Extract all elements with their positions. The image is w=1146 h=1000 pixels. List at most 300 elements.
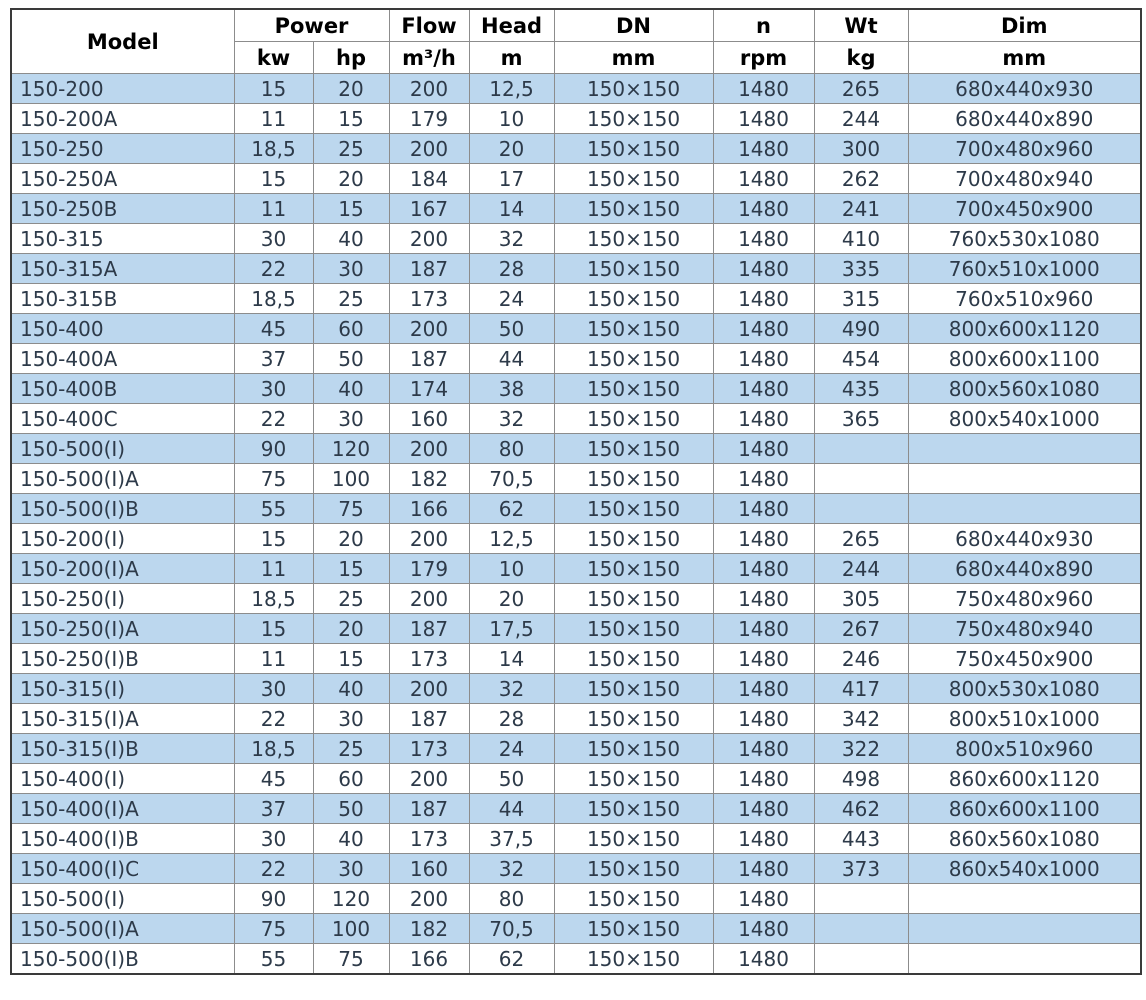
table-row	[11, 764, 1141, 794]
cell-flow: 200	[389, 224, 469, 254]
cell-power-kw: 45	[234, 314, 313, 344]
cell-model: 150-200A	[11, 104, 234, 134]
cell-dim: 800x600x1100	[908, 344, 1141, 374]
pump-spec-table-container	[10, 8, 1142, 975]
cell-model: 150-400	[11, 314, 234, 344]
cell-power-hp: 120	[313, 884, 389, 914]
cell-power-hp: 30	[313, 404, 389, 434]
cell-flow: 187	[389, 254, 469, 284]
cell-n: 1480	[713, 194, 814, 224]
cell-head: 32	[469, 674, 554, 704]
table-row	[11, 584, 1141, 614]
cell-dim: 700x480x960	[908, 134, 1141, 164]
cell-wt: 454	[814, 344, 908, 374]
cell-n: 1480	[713, 674, 814, 704]
cell-power-hp: 50	[313, 344, 389, 374]
cell-dn: 150×150	[554, 704, 713, 734]
cell-power-kw: 15	[234, 164, 313, 194]
cell-dim: 680x440x930	[908, 74, 1141, 104]
cell-power-kw: 75	[234, 464, 313, 494]
cell-power-hp: 25	[313, 734, 389, 764]
cell-wt: 410	[814, 224, 908, 254]
cell-wt	[814, 434, 908, 464]
cell-n: 1480	[713, 374, 814, 404]
cell-model: 150-315(I)A	[11, 704, 234, 734]
cell-power-hp: 25	[313, 134, 389, 164]
cell-head: 17	[469, 164, 554, 194]
cell-wt: 265	[814, 74, 908, 104]
cell-head: 32	[469, 404, 554, 434]
cell-dn: 150×150	[554, 644, 713, 674]
col-unit-dn: mm	[554, 42, 713, 74]
col-unit-kw: kw	[234, 42, 313, 74]
cell-head: 14	[469, 644, 554, 674]
col-unit-hp: hp	[313, 42, 389, 74]
cell-power-kw: 11	[234, 194, 313, 224]
cell-wt: 246	[814, 644, 908, 674]
cell-power-kw: 18,5	[234, 584, 313, 614]
cell-head: 50	[469, 314, 554, 344]
cell-head: 10	[469, 554, 554, 584]
col-unit-n: rpm	[713, 42, 814, 74]
cell-head: 62	[469, 494, 554, 524]
cell-power-kw: 18,5	[234, 284, 313, 314]
cell-wt: 498	[814, 764, 908, 794]
cell-n: 1480	[713, 944, 814, 975]
cell-power-kw: 30	[234, 224, 313, 254]
col-unit-dim: mm	[908, 42, 1141, 74]
cell-dim	[908, 434, 1141, 464]
table-row	[11, 404, 1141, 434]
cell-power-kw: 22	[234, 854, 313, 884]
col-header-flow: Flow	[389, 9, 469, 42]
table-row	[11, 734, 1141, 764]
cell-n: 1480	[713, 254, 814, 284]
cell-n: 1480	[713, 134, 814, 164]
cell-head: 14	[469, 194, 554, 224]
cell-power-hp: 50	[313, 794, 389, 824]
header-row-labels	[11, 9, 1141, 42]
cell-head: 32	[469, 854, 554, 884]
cell-power-kw: 11	[234, 554, 313, 584]
cell-model: 150-400A	[11, 344, 234, 374]
cell-flow: 166	[389, 944, 469, 975]
cell-power-kw: 15	[234, 74, 313, 104]
cell-power-hp: 25	[313, 584, 389, 614]
cell-wt: 265	[814, 524, 908, 554]
cell-dn: 150×150	[554, 824, 713, 854]
table-row	[11, 614, 1141, 644]
cell-flow: 187	[389, 794, 469, 824]
cell-flow: 167	[389, 194, 469, 224]
cell-n: 1480	[713, 794, 814, 824]
cell-dim	[908, 464, 1141, 494]
cell-dim: 700x450x900	[908, 194, 1141, 224]
table-row	[11, 854, 1141, 884]
cell-head: 24	[469, 284, 554, 314]
cell-dn: 150×150	[554, 134, 713, 164]
cell-model: 150-200(I)A	[11, 554, 234, 584]
cell-model: 150-500(I)A	[11, 464, 234, 494]
cell-flow: 160	[389, 854, 469, 884]
cell-power-hp: 20	[313, 164, 389, 194]
pump-spec-table	[10, 8, 1142, 975]
cell-dn: 150×150	[554, 224, 713, 254]
cell-dim: 760x510x1000	[908, 254, 1141, 284]
cell-dn: 150×150	[554, 524, 713, 554]
cell-wt: 373	[814, 854, 908, 884]
cell-dn: 150×150	[554, 464, 713, 494]
cell-model: 150-500(I)	[11, 884, 234, 914]
cell-power-kw: 22	[234, 404, 313, 434]
cell-dn: 150×150	[554, 164, 713, 194]
cell-wt: 417	[814, 674, 908, 704]
table-row	[11, 224, 1141, 254]
cell-dim: 680x440x930	[908, 524, 1141, 554]
cell-power-hp: 100	[313, 914, 389, 944]
cell-dn: 150×150	[554, 884, 713, 914]
col-header-dim: Dim	[908, 9, 1141, 42]
cell-dim	[908, 884, 1141, 914]
cell-flow: 200	[389, 74, 469, 104]
cell-power-hp: 30	[313, 704, 389, 734]
cell-power-hp: 60	[313, 764, 389, 794]
cell-power-hp: 40	[313, 224, 389, 254]
table-row	[11, 944, 1141, 975]
cell-power-hp: 40	[313, 674, 389, 704]
cell-wt: 462	[814, 794, 908, 824]
cell-head: 70,5	[469, 914, 554, 944]
cell-power-hp: 30	[313, 254, 389, 284]
cell-power-kw: 30	[234, 374, 313, 404]
cell-power-hp: 15	[313, 554, 389, 584]
table-row	[11, 554, 1141, 584]
col-unit-flow: m³/h	[389, 42, 469, 74]
cell-flow: 179	[389, 104, 469, 134]
cell-wt: 342	[814, 704, 908, 734]
table-row	[11, 434, 1141, 464]
cell-dn: 150×150	[554, 674, 713, 704]
cell-flow: 187	[389, 344, 469, 374]
cell-dn: 150×150	[554, 194, 713, 224]
cell-head: 32	[469, 224, 554, 254]
cell-model: 150-500(I)	[11, 434, 234, 464]
cell-head: 50	[469, 764, 554, 794]
cell-dim	[908, 944, 1141, 975]
cell-dn: 150×150	[554, 944, 713, 975]
table-row	[11, 254, 1141, 284]
cell-flow: 173	[389, 644, 469, 674]
cell-power-kw: 15	[234, 614, 313, 644]
table-row	[11, 914, 1141, 944]
cell-n: 1480	[713, 824, 814, 854]
cell-flow: 174	[389, 374, 469, 404]
cell-dn: 150×150	[554, 344, 713, 374]
cell-model: 150-200(I)	[11, 524, 234, 554]
cell-head: 12,5	[469, 74, 554, 104]
cell-dim: 750x480x960	[908, 584, 1141, 614]
cell-power-hp: 100	[313, 464, 389, 494]
cell-wt	[814, 884, 908, 914]
table-row	[11, 284, 1141, 314]
cell-dn: 150×150	[554, 494, 713, 524]
table-row	[11, 314, 1141, 344]
cell-dn: 150×150	[554, 614, 713, 644]
cell-head: 12,5	[469, 524, 554, 554]
table-body	[11, 74, 1141, 975]
cell-wt: 267	[814, 614, 908, 644]
cell-flow: 200	[389, 134, 469, 164]
cell-wt: 435	[814, 374, 908, 404]
cell-model: 150-200	[11, 74, 234, 104]
cell-n: 1480	[713, 344, 814, 374]
cell-model: 150-400(I)B	[11, 824, 234, 854]
cell-power-kw: 55	[234, 494, 313, 524]
cell-power-hp: 75	[313, 944, 389, 975]
cell-dim: 700x480x940	[908, 164, 1141, 194]
cell-head: 80	[469, 884, 554, 914]
cell-dim: 860x600x1100	[908, 794, 1141, 824]
cell-power-kw: 22	[234, 254, 313, 284]
cell-power-hp: 15	[313, 644, 389, 674]
cell-power-kw: 45	[234, 764, 313, 794]
cell-dn: 150×150	[554, 74, 713, 104]
cell-dn: 150×150	[554, 254, 713, 284]
cell-wt: 244	[814, 554, 908, 584]
cell-wt: 315	[814, 284, 908, 314]
cell-power-kw: 11	[234, 104, 313, 134]
table-row	[11, 644, 1141, 674]
cell-power-kw: 75	[234, 914, 313, 944]
cell-flow: 200	[389, 434, 469, 464]
cell-head: 38	[469, 374, 554, 404]
cell-n: 1480	[713, 764, 814, 794]
cell-model: 150-315A	[11, 254, 234, 284]
cell-dim: 750x480x940	[908, 614, 1141, 644]
col-header-power: Power	[234, 9, 389, 42]
cell-wt: 244	[814, 104, 908, 134]
cell-flow: 200	[389, 524, 469, 554]
cell-power-kw: 90	[234, 434, 313, 464]
cell-n: 1480	[713, 464, 814, 494]
cell-power-kw: 37	[234, 344, 313, 374]
cell-n: 1480	[713, 614, 814, 644]
cell-head: 20	[469, 134, 554, 164]
cell-power-kw: 15	[234, 524, 313, 554]
cell-power-hp: 25	[313, 284, 389, 314]
cell-wt: 335	[814, 254, 908, 284]
cell-wt	[814, 494, 908, 524]
cell-wt	[814, 914, 908, 944]
table-row	[11, 704, 1141, 734]
cell-n: 1480	[713, 884, 814, 914]
cell-model: 150-250A	[11, 164, 234, 194]
cell-flow: 179	[389, 554, 469, 584]
cell-n: 1480	[713, 854, 814, 884]
cell-model: 150-315(I)	[11, 674, 234, 704]
cell-wt: 300	[814, 134, 908, 164]
cell-dn: 150×150	[554, 584, 713, 614]
cell-power-hp: 40	[313, 824, 389, 854]
table-row	[11, 104, 1141, 134]
cell-power-kw: 18,5	[234, 734, 313, 764]
cell-n: 1480	[713, 104, 814, 134]
cell-dn: 150×150	[554, 374, 713, 404]
cell-flow: 187	[389, 704, 469, 734]
cell-wt	[814, 944, 908, 975]
cell-wt: 241	[814, 194, 908, 224]
cell-power-kw: 11	[234, 644, 313, 674]
table-row	[11, 824, 1141, 854]
cell-n: 1480	[713, 314, 814, 344]
cell-dn: 150×150	[554, 734, 713, 764]
cell-dim: 800x540x1000	[908, 404, 1141, 434]
cell-dim: 860x600x1120	[908, 764, 1141, 794]
cell-model: 150-500(I)B	[11, 944, 234, 975]
cell-power-kw: 90	[234, 884, 313, 914]
cell-flow: 200	[389, 674, 469, 704]
table-row	[11, 374, 1141, 404]
cell-n: 1480	[713, 284, 814, 314]
cell-power-hp: 20	[313, 74, 389, 104]
cell-n: 1480	[713, 734, 814, 764]
cell-dim: 680x440x890	[908, 104, 1141, 134]
cell-head: 24	[469, 734, 554, 764]
cell-flow: 182	[389, 464, 469, 494]
cell-flow: 173	[389, 734, 469, 764]
col-header-dn: DN	[554, 9, 713, 42]
cell-model: 150-400B	[11, 374, 234, 404]
col-header-model: Model	[11, 9, 234, 74]
cell-wt: 305	[814, 584, 908, 614]
cell-flow: 160	[389, 404, 469, 434]
cell-wt: 490	[814, 314, 908, 344]
cell-dn: 150×150	[554, 854, 713, 884]
cell-dim: 800x530x1080	[908, 674, 1141, 704]
table-row	[11, 464, 1141, 494]
cell-n: 1480	[713, 554, 814, 584]
cell-power-hp: 40	[313, 374, 389, 404]
table-row	[11, 794, 1141, 824]
cell-power-kw: 37	[234, 794, 313, 824]
cell-head: 28	[469, 254, 554, 284]
cell-power-hp: 120	[313, 434, 389, 464]
cell-model: 150-500(I)B	[11, 494, 234, 524]
cell-n: 1480	[713, 914, 814, 944]
cell-dn: 150×150	[554, 764, 713, 794]
table-row	[11, 134, 1141, 164]
cell-dim: 750x450x900	[908, 644, 1141, 674]
cell-model: 150-400C	[11, 404, 234, 434]
cell-n: 1480	[713, 434, 814, 464]
col-unit-head: m	[469, 42, 554, 74]
cell-head: 17,5	[469, 614, 554, 644]
cell-model: 150-315	[11, 224, 234, 254]
cell-head: 44	[469, 794, 554, 824]
cell-flow: 173	[389, 824, 469, 854]
col-header-head: Head	[469, 9, 554, 42]
cell-dim: 760x530x1080	[908, 224, 1141, 254]
cell-dim: 800x600x1120	[908, 314, 1141, 344]
cell-model: 150-315B	[11, 284, 234, 314]
table-row	[11, 74, 1141, 104]
cell-flow: 200	[389, 584, 469, 614]
cell-flow: 184	[389, 164, 469, 194]
cell-power-hp: 20	[313, 614, 389, 644]
cell-head: 70,5	[469, 464, 554, 494]
cell-dim: 800x560x1080	[908, 374, 1141, 404]
cell-dim: 800x510x1000	[908, 704, 1141, 734]
cell-flow: 182	[389, 914, 469, 944]
cell-wt	[814, 464, 908, 494]
cell-model: 150-250(I)	[11, 584, 234, 614]
cell-head: 37,5	[469, 824, 554, 854]
cell-power-kw: 55	[234, 944, 313, 975]
col-header-n: n	[713, 9, 814, 42]
col-unit-wt: kg	[814, 42, 908, 74]
cell-dim: 760x510x960	[908, 284, 1141, 314]
table-row	[11, 164, 1141, 194]
cell-flow: 166	[389, 494, 469, 524]
cell-dn: 150×150	[554, 794, 713, 824]
cell-n: 1480	[713, 524, 814, 554]
cell-dim: 860x540x1000	[908, 854, 1141, 884]
cell-n: 1480	[713, 584, 814, 614]
cell-head: 62	[469, 944, 554, 975]
cell-dim: 800x510x960	[908, 734, 1141, 764]
table-row	[11, 494, 1141, 524]
cell-n: 1480	[713, 404, 814, 434]
cell-dn: 150×150	[554, 434, 713, 464]
cell-power-hp: 75	[313, 494, 389, 524]
cell-wt: 262	[814, 164, 908, 194]
cell-flow: 200	[389, 314, 469, 344]
cell-power-hp: 15	[313, 104, 389, 134]
cell-dim	[908, 494, 1141, 524]
cell-wt: 322	[814, 734, 908, 764]
cell-model: 150-400(I)	[11, 764, 234, 794]
cell-dn: 150×150	[554, 554, 713, 584]
cell-dim: 680x440x890	[908, 554, 1141, 584]
cell-head: 80	[469, 434, 554, 464]
cell-power-hp: 30	[313, 854, 389, 884]
cell-n: 1480	[713, 74, 814, 104]
cell-model: 150-400(I)A	[11, 794, 234, 824]
cell-n: 1480	[713, 494, 814, 524]
cell-model: 150-250	[11, 134, 234, 164]
table-row	[11, 884, 1141, 914]
cell-dim: 860x560x1080	[908, 824, 1141, 854]
cell-dn: 150×150	[554, 314, 713, 344]
cell-power-hp: 20	[313, 524, 389, 554]
table-row	[11, 194, 1141, 224]
cell-n: 1480	[713, 644, 814, 674]
cell-wt: 365	[814, 404, 908, 434]
cell-model: 150-250(I)B	[11, 644, 234, 674]
cell-dim	[908, 914, 1141, 944]
cell-head: 20	[469, 584, 554, 614]
cell-dn: 150×150	[554, 914, 713, 944]
cell-power-kw: 22	[234, 704, 313, 734]
cell-model: 150-500(I)A	[11, 914, 234, 944]
table-row	[11, 344, 1141, 374]
cell-power-kw: 30	[234, 824, 313, 854]
cell-power-hp: 60	[313, 314, 389, 344]
table-row	[11, 674, 1141, 704]
cell-dn: 150×150	[554, 104, 713, 134]
cell-n: 1480	[713, 164, 814, 194]
cell-model: 150-250(I)A	[11, 614, 234, 644]
